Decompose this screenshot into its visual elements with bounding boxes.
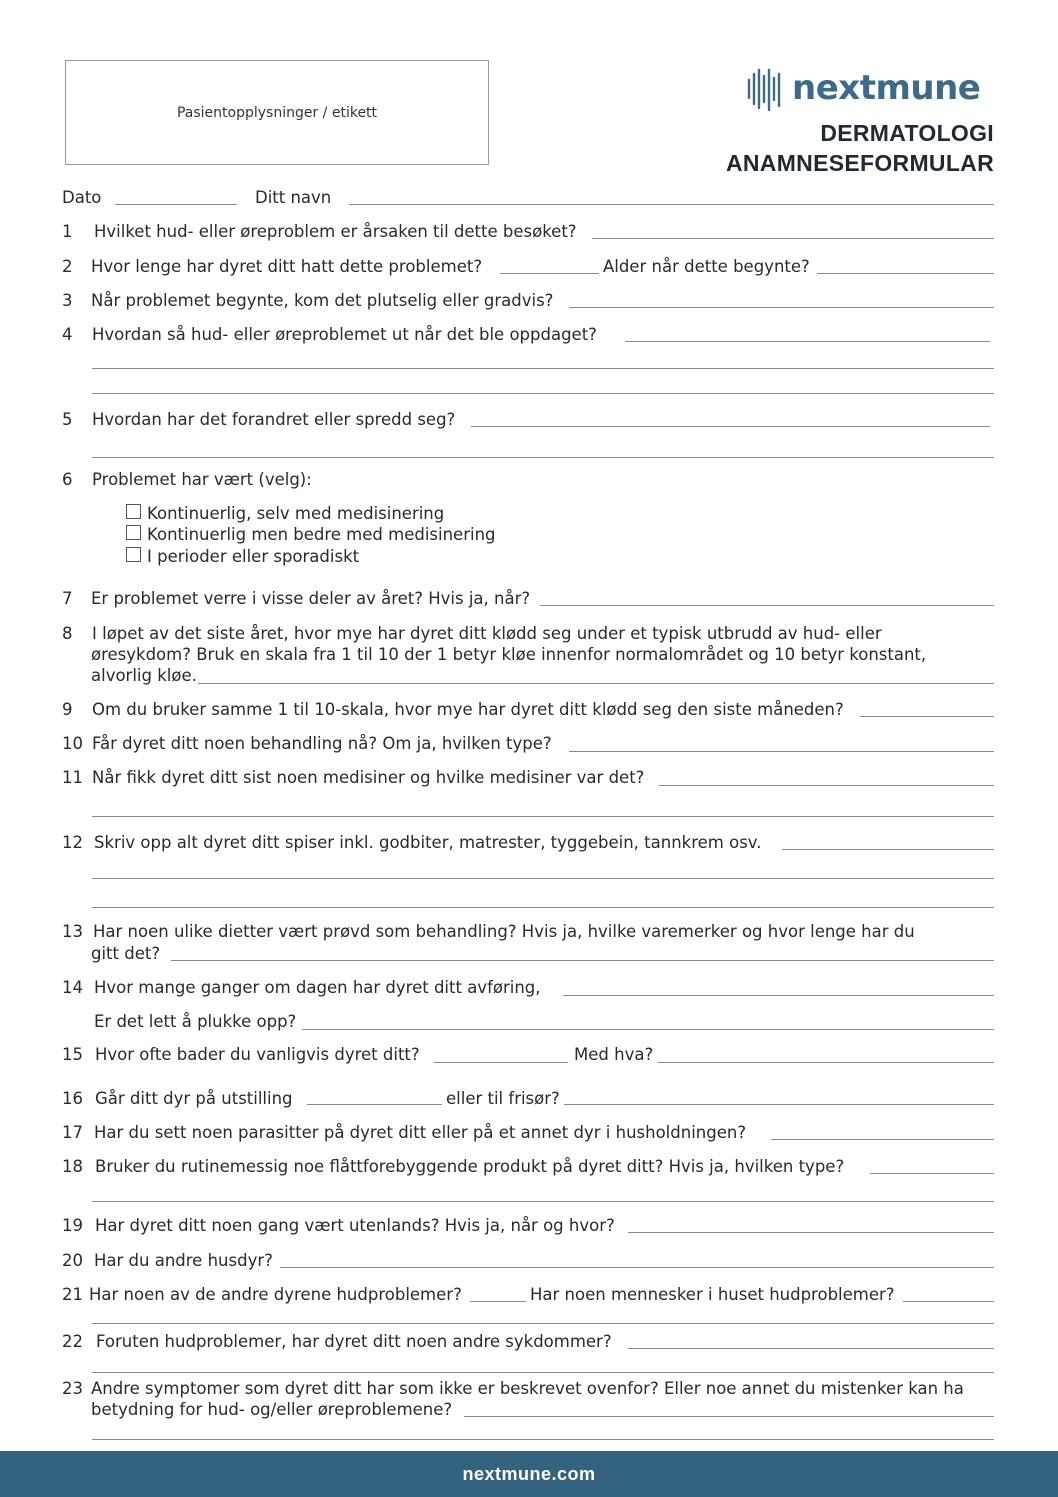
question-number: 6 xyxy=(62,470,73,489)
question-number: 8 xyxy=(62,624,73,643)
question-text: Når fikk dyret ditt sist noen medisiner og hvilke medisiner var det? xyxy=(92,768,645,787)
answer-field[interactable] xyxy=(860,716,994,717)
question-number: 18 xyxy=(62,1157,83,1176)
answer-field[interactable] xyxy=(540,605,994,606)
question-number: 10 xyxy=(62,734,83,753)
question-text: Hvilket hud- eller øreproblem er årsaken til dette besøket? xyxy=(94,222,577,241)
question-number: 4 xyxy=(62,325,73,344)
option-label: Kontinuerlig, selv med medisinering xyxy=(147,504,445,523)
question-text-b: eller til frisør? xyxy=(446,1089,560,1108)
answer-field[interactable] xyxy=(198,683,994,684)
question-number: 23 xyxy=(62,1379,83,1398)
nextmune-logo xyxy=(746,68,986,112)
answer-field[interactable] xyxy=(92,368,994,369)
question-text: Har du andre husdyr? xyxy=(94,1251,273,1270)
question-number: 22 xyxy=(62,1332,83,1351)
answer-field[interactable] xyxy=(92,393,994,394)
answer-field[interactable] xyxy=(307,1104,442,1105)
question-number: 16 xyxy=(62,1089,83,1108)
question-text: Har noen av de andre dyrene hudproblemer? xyxy=(89,1285,462,1304)
question-number: 1 xyxy=(62,222,73,241)
question-text: Hvordan har det forandret eller spredd seg? xyxy=(92,410,456,429)
question-text: Har du sett noen parasitter på dyret ditt eller på et annet dyr i husholdningen? xyxy=(94,1123,747,1142)
question-number: 2 xyxy=(62,257,73,276)
question-number: 15 xyxy=(62,1045,83,1064)
answer-field[interactable] xyxy=(658,1062,994,1063)
title-line-1: DERMATOLOGI xyxy=(820,120,994,146)
answer-field[interactable] xyxy=(92,878,994,879)
answer-field[interactable] xyxy=(171,960,994,961)
logo-wordmark: nextmune xyxy=(792,68,981,108)
question-text: Andre symptomer som dyret ditt har som ikke er beskrevet ovenfor? Eller noe annet du mistenker kan ha xyxy=(91,1379,964,1398)
answer-field[interactable] xyxy=(471,426,990,427)
question-number: 9 xyxy=(62,700,73,719)
question-text-b: Alder når dette begynte? xyxy=(603,257,810,276)
question-number: 13 xyxy=(62,922,83,941)
question-text: Hvor lenge har dyret ditt hatt dette problemet? xyxy=(91,257,483,276)
question-text: Får dyret ditt noen behandling nå? Om ja, hvilken type? xyxy=(92,734,552,753)
question-text: Har dyret ditt noen gang vært utenlands? Hvis ja, når og hvor? xyxy=(95,1216,615,1235)
question-text: Hvor mange ganger om dagen har dyret ditt avføring, xyxy=(94,978,541,997)
answer-field[interactable] xyxy=(563,995,994,996)
answer-field[interactable] xyxy=(625,341,990,342)
answer-field[interactable] xyxy=(771,1139,994,1140)
answer-field[interactable] xyxy=(464,1416,994,1417)
checkbox[interactable] xyxy=(126,504,141,519)
name-field[interactable] xyxy=(349,204,994,205)
title-line-2: ANAMNESEFORMULAR xyxy=(725,150,994,176)
question-text: Om du bruker samme 1 til 10-skala, hvor mye har dyret ditt klødd seg den siste måneden? xyxy=(92,700,844,719)
question-text-b: Har noen mennesker i huset hudproblemer? xyxy=(530,1285,895,1304)
answer-field[interactable] xyxy=(628,1348,994,1349)
question-text: Er problemet verre i visse deler av året? Hvis ja, når? xyxy=(91,589,531,608)
footer-bar xyxy=(0,1451,1058,1497)
question-number: 5 xyxy=(62,410,73,429)
answer-field[interactable] xyxy=(92,816,994,817)
date-label: Dato xyxy=(62,188,102,207)
question-number: 12 xyxy=(62,833,83,852)
answer-field[interactable] xyxy=(782,849,994,850)
answer-field[interactable] xyxy=(628,1232,994,1233)
name-label: Ditt navn xyxy=(255,188,332,207)
question-text-b: Med hva? xyxy=(574,1045,654,1064)
question-text-b: Er det lett å plukke opp? xyxy=(94,1012,297,1031)
question-text: Problemet har vært (velg): xyxy=(92,470,312,489)
question-number: 7 xyxy=(62,589,73,608)
question-text: gitt det? xyxy=(91,944,161,963)
question-text: Hvordan så hud- eller øreproblemet ut når det ble oppdaget? xyxy=(92,325,597,344)
answer-field[interactable] xyxy=(92,457,994,458)
option-label: Kontinuerlig men bedre med medisinering xyxy=(147,525,496,544)
answer-field[interactable] xyxy=(92,1323,994,1324)
answer-field[interactable] xyxy=(569,751,994,752)
option-periodic[interactable] xyxy=(126,549,359,566)
checkbox[interactable] xyxy=(126,547,141,562)
answer-field[interactable] xyxy=(500,273,599,274)
option-continuous-better[interactable] xyxy=(126,527,496,544)
question-text: Når problemet begynte, kom det plutselig eller gradvis? xyxy=(91,291,554,310)
answer-field[interactable] xyxy=(92,1372,994,1373)
date-field[interactable] xyxy=(115,204,237,205)
answer-field[interactable] xyxy=(470,1301,526,1302)
patient-label-text: Pasientopplysninger / etikett xyxy=(176,104,378,121)
logo-mark-icon xyxy=(746,68,786,112)
answer-field[interactable] xyxy=(659,785,994,786)
answer-field[interactable] xyxy=(92,1201,994,1202)
patient-label-box[interactable] xyxy=(65,60,489,165)
answer-field[interactable] xyxy=(592,238,994,239)
answer-field[interactable] xyxy=(870,1173,994,1174)
question-text: betydning for hud- og/eller øreproblemene? xyxy=(91,1400,453,1419)
answer-field[interactable] xyxy=(903,1301,994,1302)
question-number: 14 xyxy=(62,978,83,997)
question-text: øresykdom? Bruk en skala fra 1 til 10 der 1 betyr kløe innenfor normalområdet og 10 betyr konstant, xyxy=(91,645,927,664)
checkbox[interactable] xyxy=(126,525,141,540)
question-text: Bruker du rutinemessig noe flåttforebyggende produkt på dyret ditt? Hvis ja, hvilken type? xyxy=(95,1157,845,1176)
answer-field[interactable] xyxy=(92,1439,994,1440)
question-text: I løpet av det siste året, hvor mye har dyret ditt klødd seg under et typisk utbrudd av hud- eller xyxy=(92,624,882,643)
answer-field[interactable] xyxy=(817,273,994,274)
answer-field[interactable] xyxy=(564,1104,994,1105)
footer-url[interactable]: nextmune.com xyxy=(462,1463,596,1484)
question-number: 21 xyxy=(62,1285,83,1304)
answer-field[interactable] xyxy=(569,307,994,308)
question-text: Foruten hudproblemer, har dyret ditt noen andre sykdommer? xyxy=(96,1332,612,1351)
answer-field[interactable] xyxy=(434,1062,568,1063)
answer-field[interactable] xyxy=(92,907,994,908)
question-text: Hvor ofte bader du vanligvis dyret ditt? xyxy=(95,1045,420,1064)
question-text: Skriv opp alt dyret ditt spiser inkl. godbiter, matrester, tyggebein, tannkrem osv. xyxy=(94,833,762,852)
question-number: 3 xyxy=(62,291,73,310)
question-number: 19 xyxy=(62,1216,83,1235)
answer-field[interactable] xyxy=(280,1267,994,1268)
question-number: 20 xyxy=(62,1251,83,1270)
question-number: 17 xyxy=(62,1123,83,1142)
answer-field[interactable] xyxy=(302,1029,994,1030)
option-continuous[interactable] xyxy=(126,506,444,523)
option-label: I perioder eller sporadiskt xyxy=(147,547,360,566)
question-number: 11 xyxy=(62,768,83,787)
question-text: alvorlig kløe. xyxy=(91,666,197,685)
question-text: Har noen ulike dietter vært prøvd som behandling? Hvis ja, hvilke varemerker og hvor lenge har du xyxy=(93,922,915,941)
question-text: Går ditt dyr på utstilling xyxy=(95,1089,293,1108)
